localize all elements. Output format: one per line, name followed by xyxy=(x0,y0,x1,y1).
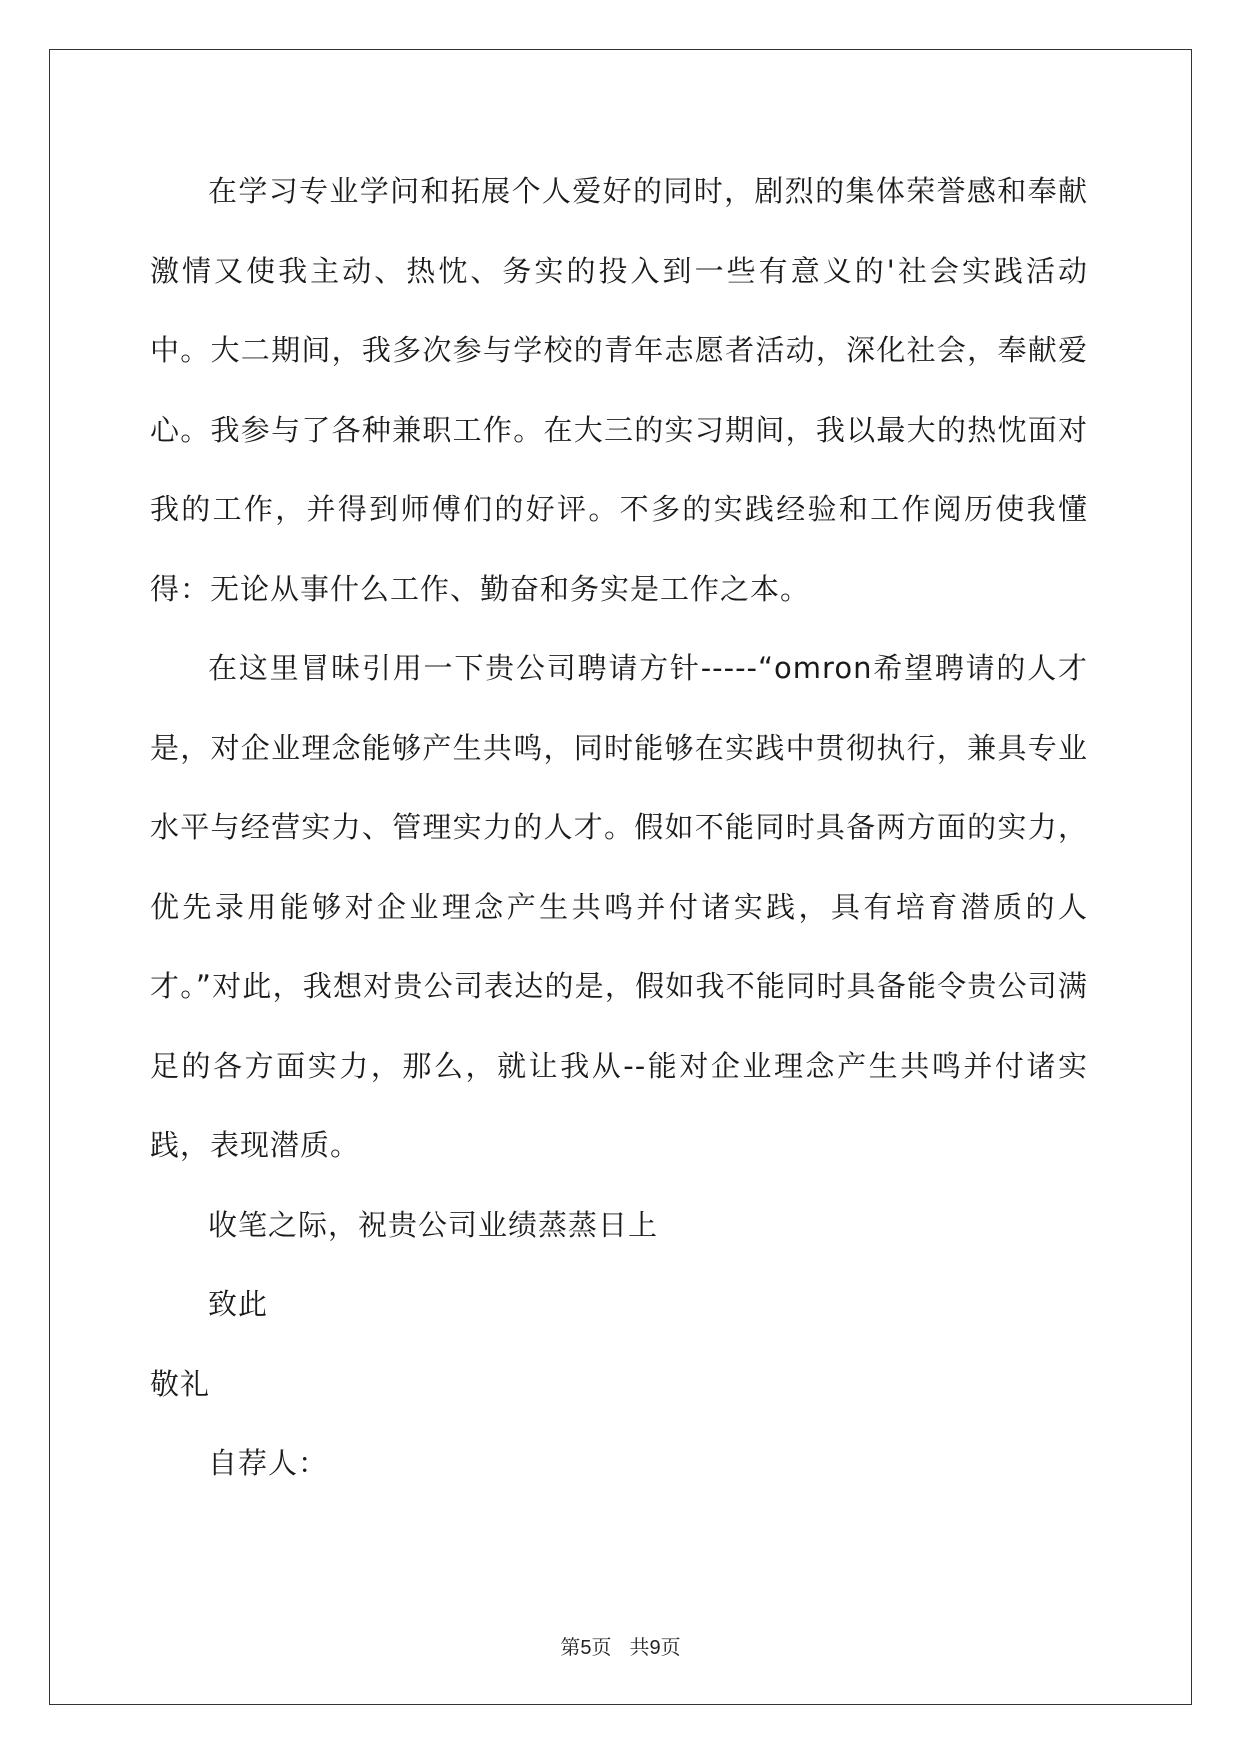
paragraph-signature: 自荐人： xyxy=(208,1446,329,1480)
document-body xyxy=(150,152,1088,1504)
footer-page-number: 5 xyxy=(580,1637,592,1659)
paragraph-closing-wish: 收笔之际，祝贵公司业绩蒸蒸日上 xyxy=(208,1207,659,1242)
footer-total-prefix: 共 xyxy=(629,1635,650,1659)
paragraph-salutation: 敬礼 xyxy=(150,1366,211,1401)
footer-prefix: 第 xyxy=(560,1635,581,1659)
paragraph-practice: 在学习专业学问和拓展个人爱好的同时，剧烈的集体荣誉感和奉献激情又使我主动、热忱、务实的投入到一些有意义的'社会实践活动中。大二期间，我多次参与学校的青年志愿者活动，深化社会，奉献爱心。我参与了各种兼职工作。在大三的实习期间，我以最大的热忱面对我的工作，并得到师傅们的好评。不多的实践经验和工作阅历使我懂得：无论从事什么工作、勤奋和务实是工作之本。 xyxy=(150,174,1088,606)
footer-total-pages: 9 xyxy=(649,1637,661,1659)
page-footer xyxy=(0,1631,1241,1660)
paragraph-company-policy: 在这里冒昧引用一下贵公司聘请方针-----“omron希望聘请的人才是，对企业理念能够产生共鸣，同时能够在实践中贯彻执行，兼具专业水平与经营实力、管理实力的人才。假如不能同时具备两方面的实力，优先录用能够对企业理念产生共鸣并付诸实践，具有培育潜质的人才。”对此，我想对贵公司表达的是，假如我不能同时具备能令贵公司满足的各方面实力，那么，就让我从--能对企业理念产生共鸣并付诸实践，表现潜质。 xyxy=(150,651,1088,1162)
footer-page-suffix: 页 xyxy=(591,1635,612,1659)
footer-total-suffix: 页 xyxy=(660,1635,681,1659)
paragraph-zhici: 致此 xyxy=(208,1287,269,1321)
